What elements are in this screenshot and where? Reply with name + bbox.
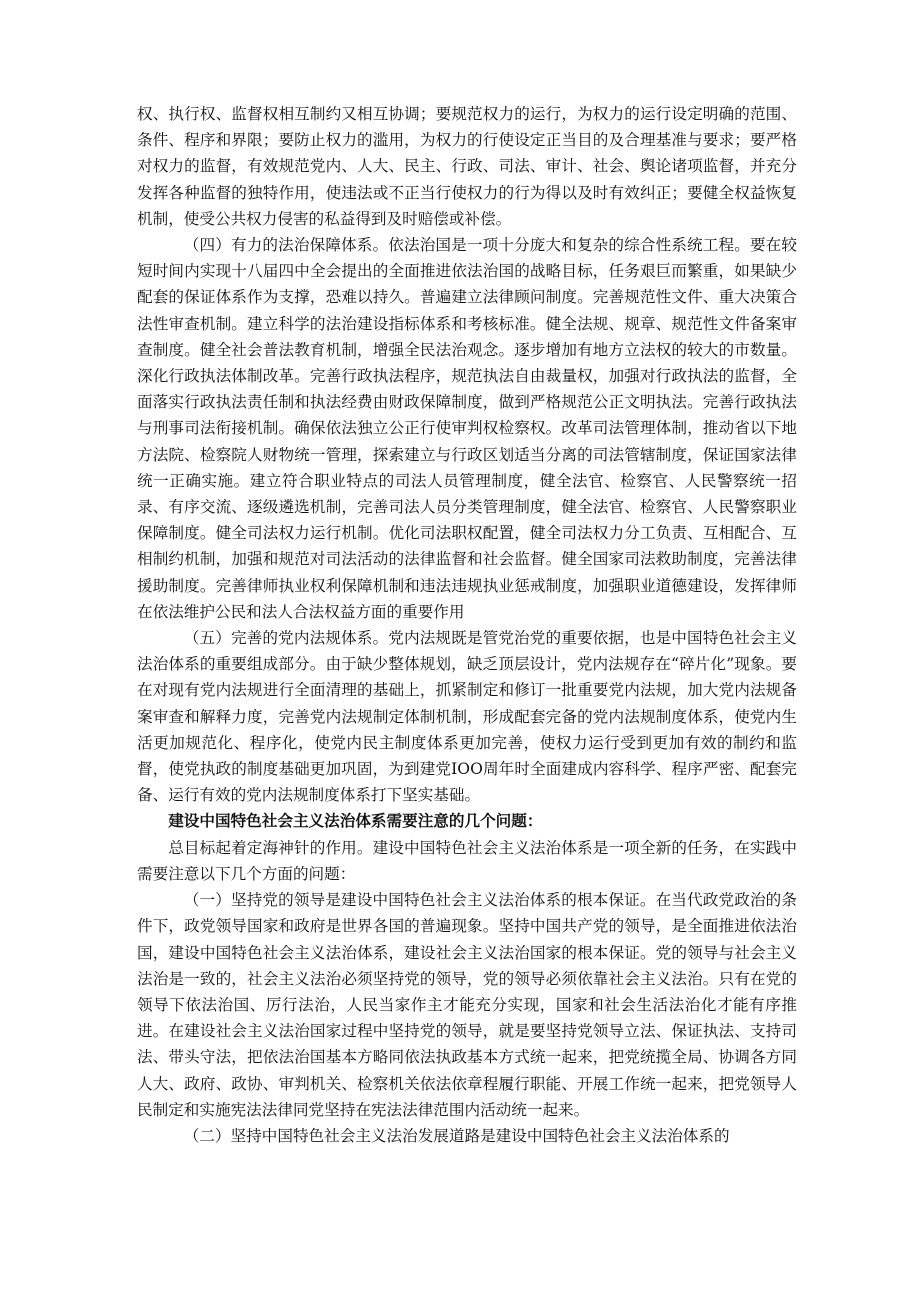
paragraph-rule-of-law-guarantee-system: （四）有力的法治保障体系。依法治国是一项十分庞大和复杂的综合性系统工程。要在较短时间内实现十八届四中全会提出的全面推进依法治国的战略目标，任务艰巨而繁重，如果缺少配套的保证体系作为支撑，恐难以持久。普遍建立法律顾问制度。完善规范性文件、重大决策合法性审查机制。建立科学的法治建设指标体系和考核标准。健全法规、规章、规范性文件备案审查制度。健全社会普法教育机制，增强全民法治观念。逐步增加有地方立法权的较大的市数量。深化行政执法体制改革。完善行政执法程序，规范执法自由裁量权，加强对行政执法的监督，全面落实行政执法责任制和执法经费由财政保障制度，做到严格规范公正文明执法。完善行政执法与刑事司法衔接机制。确保依法独立公正行使审判权检察权。改革司法管理体制，推动省以下地方法院、检察院人财物统一管理，探索建立与行政区划适当分离的司法管辖制度，保证国家法律统一正确实施。建立符合职业特点的司法人员管理制度，健全法官、检察官、人民警察统一招录、有序交流、逐级遴选机制，完善司法人员分类管理制度，健全法官、检察官、人民警察职业保障制度。健全司法权力运行机制。优化司法职权配置，健全司法权力分工负责、互相配合、互相制约机制，加强和规范对司法活动的法律监督和社会监督。健全国家司法救助制度，完善法律援助制度。完善律师执业权利保障机制和违法违规执业惩戒制度，加强职业道德建设，发挥律师在依法维护公民和法人合法权益方面的重要作用 [137, 236, 797, 621]
paragraph-overall-goal: 总目标起着定海神针的作用。建设中国特色社会主义法治体系是一项全新的任务，在实践中需要注意以下几个方面的问题： [137, 838, 797, 883]
paragraph-party-leadership: （一）坚持党的领导是建设中国特色社会主义法治体系的根本保证。在当代政党政治的条件下，政党领导国家和政府是世界各国的普遍现象。坚持中国共产党的领导，是全面推进依法治国，建设中国特色社会主义法治体系，建设社会主义法治国家的根本保证。党的领导与社会主义法治是一致的，社会主义法治必须坚持党的领导，党的领导必须依靠社会主义法治。只有在党的领导下依法治国、厉行法治，人民当家作主才能充分实现，国家和社会生活法治化才能有序推进。在建设社会主义法治国家过程中坚持党的领导，就是要坚持党领导立法、保证执法、支持司法、带头守法，把依法治国基本方略同依法执政基本方式统一起来，把党统揽全局、协调各方同人大、政府、政协、审判机关、检察机关依法依章程履行职能、开展工作统一起来，把党领导人民制定和实施宪法法律同党坚持在宪法法律范围内活动统一起来。 [137, 891, 797, 1119]
paragraph-party-regulation-system: （五）完善的党内法规体系。党内法规既是管党治党的重要依据，也是中国特色社会主义法治体系的重要组成部分。由于缺少整体规划，缺乏顶层设计，党内法规存在“碎片化”现象。要在对现有党内法规进行全面清理的基础上，抓紧制定和修订一批重要党内法规，加大党内法规备案审查和解释力度，完善党内法规制定体制机制，形成配套完备的党内法规制度体系，使党内生活更加规范化、程序化，使党内民主制度体系更加完善，使权力运行受到更加有效的制约和监督，使党执政的制度基础更加巩固，为到建党IOO周年时全面建成内容科学、程序严密、配套完备、运行有效的党内法规制度体系打下坚实基础。 [137, 629, 797, 805]
section-heading: 建设中国特色社会主义法治体系需要注意的几个问题： [168, 811, 543, 831]
paragraph-development-path: （二）坚持中国特色社会主义法治发展道路是建设中国特色社会主义法治体系的 [183, 1126, 730, 1145]
paragraph-power-regulation: 权、执行权、监督权相互制约又相互协调；要规范权力的运行，为权力的运行设定明确的范围、条件、程序和界限；要防止权力的滥用，为权力的行使设定正当目的及合理基准与要求；要严格对权力的监督，有效规范党内、人大、民主、行政、司法、审计、社会、舆论诸项监督，并充分发挥各种监督的独特作用，使违法或不正当行使权力的行为得以及时有效纠正；要健全权益恢复机制，使受公共权力侵害的私益得到及时赔偿或补偿。 [137, 105, 797, 228]
document-body [137, 101, 797, 1149]
